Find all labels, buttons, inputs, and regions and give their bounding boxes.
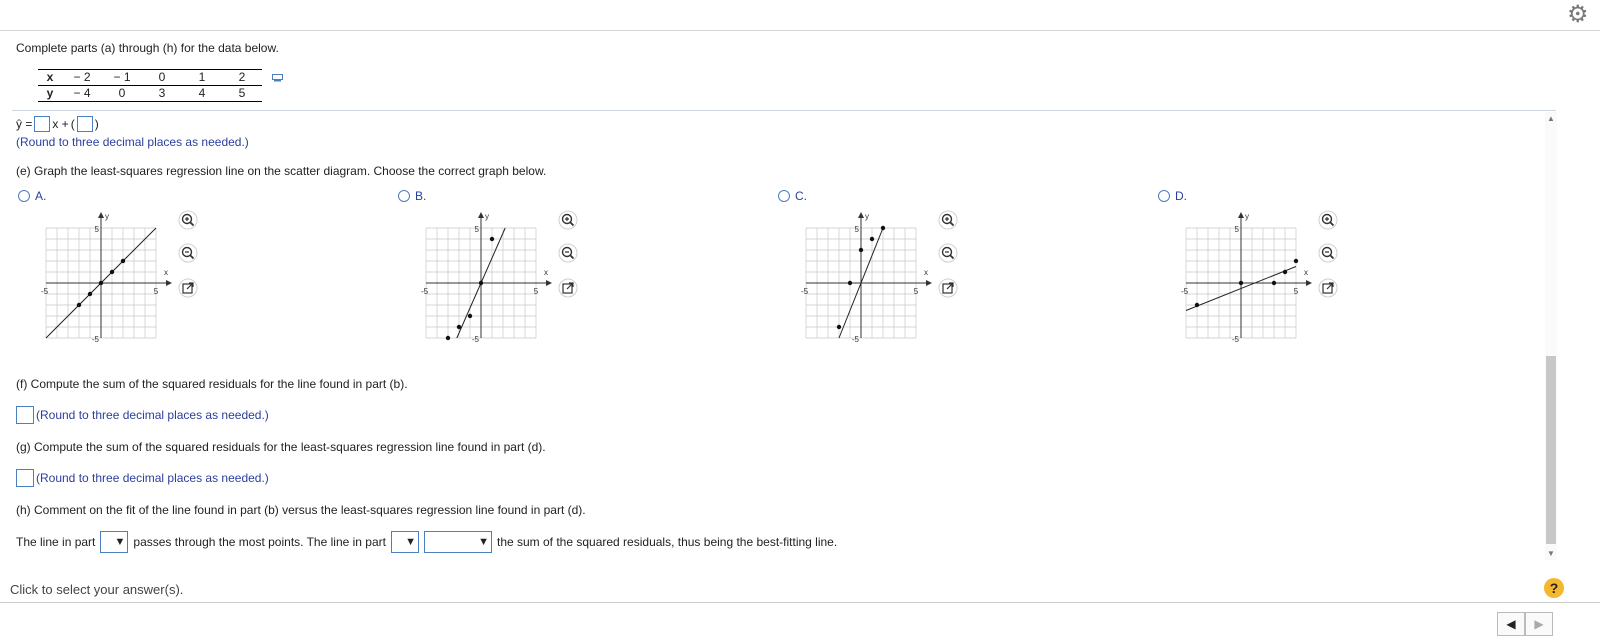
y-hat-label: ŷ =	[16, 117, 33, 131]
part-f-question: (f) Compute the sum of the squared residuals for the line found in part (b).	[16, 377, 408, 391]
part-h-select-1[interactable]	[100, 531, 128, 553]
option-c-label: C.	[795, 189, 807, 203]
zoom-out-icon[interactable]	[938, 243, 958, 263]
zoom-out-icon[interactable]	[178, 243, 198, 263]
y-tick-label: -5	[471, 335, 479, 344]
part-g-hint: (Round to three decimal places as needed.)	[36, 471, 269, 485]
x-value: 1	[182, 70, 222, 86]
option-d[interactable]	[1158, 189, 1187, 203]
x-axis-arrow	[926, 280, 932, 286]
x-axis-arrow	[546, 280, 552, 286]
part-g-question: (g) Compute the sum of the squared residuals for the least-squares regression line found in part (d).	[16, 440, 546, 454]
zoom-in-icon[interactable]	[938, 210, 958, 230]
part-h-question: (h) Comment on the fit of the line found in part (b) versus the least-squares regression line found in part (d).	[16, 503, 586, 517]
x-tick-label: 5	[913, 287, 919, 296]
status-text: Click to select your answer(s).	[10, 582, 184, 597]
intercept-input[interactable]	[77, 116, 93, 132]
slope-input[interactable]	[34, 116, 50, 132]
tool-ring	[179, 211, 197, 229]
y-value: − 4	[62, 86, 102, 102]
navigation	[1497, 612, 1553, 636]
data-point	[1195, 303, 1199, 307]
data-point	[446, 336, 450, 340]
data-point	[110, 270, 114, 274]
chevron-down-icon: ▼	[405, 536, 416, 548]
data-point	[88, 292, 92, 296]
data-point	[490, 237, 494, 241]
scroll-up-icon[interactable]: ▲	[1547, 114, 1555, 123]
x-tick-label: -5	[801, 287, 809, 296]
y-axis-arrow	[1238, 212, 1244, 218]
data-point	[870, 237, 874, 241]
x-axis-arrow	[1306, 280, 1312, 286]
tool-ring	[1319, 211, 1337, 229]
zoom-in-icon[interactable]	[178, 210, 198, 230]
x-axis-label: x	[164, 268, 168, 277]
tool-ring	[559, 211, 577, 229]
data-point	[1294, 259, 1298, 263]
part-h-text-1: The line in part	[16, 535, 96, 549]
part-h-text-3: the sum of the squared residuals, thus being the best-fitting line.	[496, 535, 838, 549]
open-external-icon[interactable]	[1318, 278, 1338, 298]
data-point	[1239, 281, 1243, 285]
data-point	[468, 314, 472, 318]
x-tick-label: -5	[1181, 287, 1189, 296]
part-g-answer-row	[16, 469, 269, 487]
zoom-in-icon[interactable]	[558, 210, 578, 230]
instructions: Complete parts (a) through (h) for the data below.	[16, 41, 279, 55]
y-tick-label: -5	[851, 335, 859, 344]
graph-d	[1178, 210, 1318, 350]
y-axis-arrow	[478, 212, 484, 218]
part-h-answer-row	[16, 531, 837, 553]
zoom-out-icon[interactable]	[1318, 243, 1338, 263]
open-external-icon[interactable]	[938, 278, 958, 298]
part-f-input[interactable]	[16, 406, 34, 424]
y-value: 4	[182, 86, 222, 102]
x-axis-label: x	[544, 268, 548, 277]
graph-c	[798, 210, 938, 350]
x-axis-label: x	[1304, 268, 1308, 277]
y-axis-label: y	[485, 212, 489, 221]
tool-ring	[939, 244, 957, 262]
scroll-down-icon[interactable]: ▼	[1547, 549, 1555, 558]
y-axis-arrow	[858, 212, 864, 218]
part-e-question: (e) Graph the least-squares regression line on the scatter diagram. Choose the correct graph below.	[16, 164, 547, 178]
y-label: y	[38, 86, 62, 102]
x-label: x	[38, 70, 62, 86]
tool-ring	[1319, 244, 1337, 262]
y-value: 0	[102, 86, 142, 102]
x-tick-label: 5	[1293, 287, 1299, 296]
equation-hint: (Round to three decimal places as needed.)	[16, 135, 249, 149]
x-axis-label: x	[924, 268, 928, 277]
radio-a[interactable]	[18, 190, 30, 202]
scrollbar[interactable]	[1545, 112, 1557, 560]
section-divider	[12, 110, 1556, 111]
graph-b	[418, 210, 558, 350]
gear-icon[interactable]: ⚙	[1567, 1, 1589, 28]
x-tick-label: -5	[421, 287, 429, 296]
part-g-input[interactable]	[16, 469, 34, 487]
y-value: 5	[222, 86, 262, 102]
zoom-in-icon[interactable]	[1318, 210, 1338, 230]
x-plus-label: x +	[52, 117, 69, 131]
open-external-icon[interactable]	[558, 278, 578, 298]
data-point	[121, 259, 125, 263]
y-tick-label: 5	[854, 225, 859, 234]
data-table	[38, 69, 262, 102]
next-button[interactable]: ▶	[1525, 612, 1553, 636]
tool-ring	[179, 244, 197, 262]
data-point	[1283, 270, 1287, 274]
option-c[interactable]	[778, 189, 807, 203]
part-h-select-3[interactable]	[424, 531, 492, 553]
y-value: 3	[142, 86, 182, 102]
open-external-icon[interactable]	[178, 278, 198, 298]
y-axis-label: y	[865, 212, 869, 221]
part-f-answer-row	[16, 406, 269, 424]
option-d-label: D.	[1175, 189, 1187, 203]
help-button[interactable]: ?	[1544, 578, 1564, 598]
y-axis-label: y	[105, 212, 109, 221]
option-b-label: B.	[415, 189, 427, 203]
radio-d[interactable]	[1158, 190, 1170, 202]
zoom-out-icon[interactable]	[558, 243, 578, 263]
open-paren: (	[70, 117, 75, 131]
close-paren: )	[94, 117, 99, 131]
tool-ring	[559, 244, 577, 262]
part-f-hint: (Round to three decimal places as needed.)	[36, 408, 269, 422]
option-a-label: A.	[35, 189, 47, 203]
radio-b[interactable]	[398, 190, 410, 202]
y-axis-label: y	[1245, 212, 1249, 221]
data-point	[77, 303, 81, 307]
data-point	[848, 281, 852, 285]
radio-c[interactable]	[778, 190, 790, 202]
x-value: − 2	[62, 70, 102, 86]
part-h-text-2: passes through the most points. The line in part	[133, 535, 386, 549]
data-point	[837, 325, 841, 329]
y-axis-arrow	[98, 212, 104, 218]
x-tick-label: 5	[153, 287, 159, 296]
data-point	[479, 281, 483, 285]
data-point	[881, 226, 885, 230]
chevron-down-icon: ▼	[478, 536, 489, 548]
x-axis-arrow	[166, 280, 172, 286]
regression-equation	[16, 116, 99, 132]
option-a[interactable]	[18, 189, 46, 203]
y-tick-label: -5	[91, 335, 99, 344]
data-point	[1272, 281, 1276, 285]
data-point	[457, 325, 461, 329]
part-h-select-2[interactable]	[391, 531, 419, 553]
y-tick-label: -5	[1231, 335, 1239, 344]
top-bar	[0, 0, 1600, 31]
x-value: 0	[142, 70, 182, 86]
y-tick-label: 5	[94, 225, 99, 234]
x-tick-label: -5	[41, 287, 49, 296]
prev-button[interactable]: ◀	[1497, 612, 1525, 636]
data-point	[99, 281, 103, 285]
copy-table-icon[interactable]	[272, 74, 283, 82]
x-value: 2	[222, 70, 262, 86]
y-tick-label: 5	[474, 225, 479, 234]
data-point	[859, 248, 863, 252]
chevron-down-icon: ▼	[114, 536, 126, 548]
scrollbar-thumb[interactable]	[1546, 356, 1556, 544]
y-tick-label: 5	[1234, 225, 1239, 234]
graph-a	[38, 210, 178, 350]
x-value: − 1	[102, 70, 142, 86]
option-b[interactable]	[398, 189, 426, 203]
tool-ring	[939, 211, 957, 229]
footer-divider	[0, 602, 1600, 603]
x-tick-label: 5	[533, 287, 539, 296]
